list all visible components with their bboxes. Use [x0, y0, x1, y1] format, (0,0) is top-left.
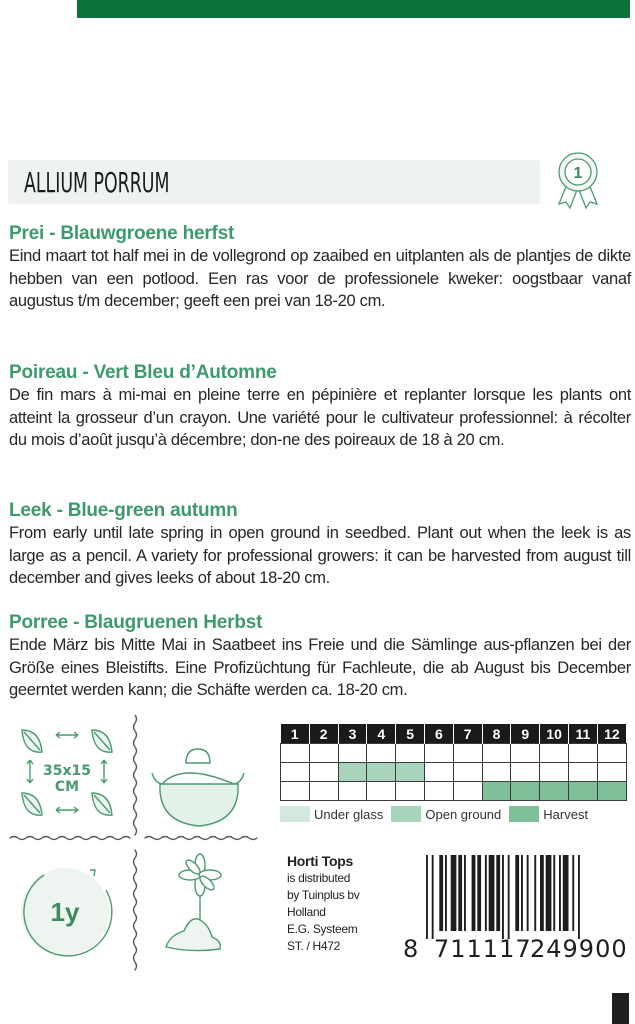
- calendar-cell: [540, 782, 569, 801]
- calendar-cell: [453, 763, 482, 782]
- calendar-cell: [281, 744, 310, 763]
- divider-vertical: [134, 850, 137, 970]
- calendar-cell: [540, 763, 569, 782]
- barcode-bar: [540, 855, 544, 931]
- barcode-bar: [527, 855, 529, 931]
- top-color-bar: [77, 0, 630, 18]
- calendar-cell: [338, 782, 367, 801]
- calendar-cell: [396, 763, 425, 782]
- vertical-arrow-icon: [101, 760, 107, 783]
- divider-vertical: [134, 715, 137, 835]
- section-french: [9, 361, 631, 452]
- month-header: 5: [396, 724, 425, 744]
- pot-icon: [152, 749, 244, 826]
- month-header: 7: [453, 724, 482, 744]
- month-header: 9: [511, 724, 540, 744]
- barcode-bar: [451, 855, 457, 931]
- barcode-bar: [496, 855, 500, 931]
- calendar-cell: [424, 782, 453, 801]
- horizontal-arrow-icon: [56, 807, 78, 813]
- barcode-bar: [521, 855, 523, 931]
- calendar-cell: [396, 782, 425, 801]
- calendar-cell: [453, 782, 482, 801]
- month-header: 4: [367, 724, 396, 744]
- barcode-bar: [553, 855, 555, 931]
- latin-name: ALLIUM PORRUM: [24, 166, 170, 199]
- spacing-value: 35x15: [43, 763, 91, 779]
- distributor-line: E.G. Systeem: [287, 922, 358, 936]
- barcode-bar: [572, 855, 574, 931]
- corner-registration-mark: [612, 993, 629, 1024]
- calendar-cell: [424, 744, 453, 763]
- section-body: Ende März bis Mitte Mai in Saatbeet ins Freie und die Sämlinge aus-pflanzen bei der Größe eines Bleistifts. Eine Profizüchtung für Fachleute, die ab August bis December geerntet werden kann; die Schäfte werden ca. 18-20 cm.: [9, 636, 631, 699]
- distributor-line: is distributed: [287, 871, 351, 885]
- brand-name: Horti Tops: [287, 853, 353, 869]
- divider-horizontal: [145, 837, 257, 840]
- month-header: 6: [424, 724, 453, 744]
- calendar-cell: [540, 744, 569, 763]
- barcode-bar: [439, 855, 443, 931]
- distributor-line: Holland: [287, 905, 326, 919]
- section-body: De fin mars à mi-mai en pleine terre en pépinière et replanter lorsque les plants ont atteint la grosseur d’un crayon. Une variété pour le cultivateur professionnel: à récolter du mois d’août jusqu’à décembre; don-ne des poireaux de 18 à 20 cm.: [9, 386, 631, 449]
- barcode-bar: [426, 855, 428, 939]
- leaf-icon: [22, 793, 42, 815]
- legend-swatch: [280, 806, 310, 822]
- barcode-bar: [508, 855, 510, 939]
- section-german: [9, 611, 631, 702]
- flower-soil-icon: [166, 854, 221, 951]
- barcode-bar: [472, 855, 476, 931]
- calendar-cell: [597, 782, 626, 801]
- calendar-legend: [280, 806, 596, 822]
- ean-barcode: [400, 853, 635, 958]
- barcode-bar: [477, 855, 481, 931]
- legend-label: Harvest: [543, 806, 589, 822]
- spacing-unit: CM: [54, 779, 80, 795]
- calendar-cell: [338, 744, 367, 763]
- barcode-bar: [578, 855, 580, 939]
- barcode-bar: [563, 855, 569, 931]
- calendar-cell: [453, 744, 482, 763]
- distributor-line: ST. / H472: [287, 939, 341, 953]
- calendar-cell: [281, 782, 310, 801]
- calendar-cell: [309, 763, 338, 782]
- section-dutch: [9, 222, 631, 313]
- barcode-group-2: 249900: [530, 935, 628, 958]
- month-header: 12: [597, 724, 626, 744]
- barcode-first-digit: 8: [403, 935, 419, 958]
- calendar-row-under-glass: [281, 744, 627, 763]
- calendar-cell: [281, 763, 310, 782]
- leaf-icon: [92, 730, 112, 752]
- barcode-group-1: 711117: [434, 935, 532, 958]
- barcode-bar: [445, 855, 447, 931]
- barcode-bar: [515, 855, 519, 931]
- barcode-bar: [432, 855, 434, 939]
- calendar-cell: [511, 763, 540, 782]
- section-body: Eind maart tot half mei in de vollegrond op zaaibed en uitplanten als de plantjes de dikte hebben van een potlood. Een ras voor de professionele kweker: oogstbaar vanaf augustus t/m december; geeft een prei van 18-20 cm.: [9, 247, 631, 310]
- barcode-bar: [464, 855, 466, 931]
- calendar-cell: [338, 763, 367, 782]
- legend-item-under-glass: [280, 806, 383, 822]
- calendar-cell: [597, 744, 626, 763]
- barcode-bar: [458, 855, 462, 931]
- sowing-calendar: [280, 724, 627, 801]
- distributor-info: [287, 853, 360, 955]
- legend-swatch: [509, 806, 539, 822]
- award-ribbon-icon: [553, 150, 603, 212]
- calendar-cell: [482, 744, 511, 763]
- calendar-cell: [568, 763, 597, 782]
- award-number: 1: [573, 165, 583, 182]
- calendar-cell: [309, 782, 338, 801]
- legend-item-open-ground: [391, 806, 501, 822]
- calendar-cell: [367, 744, 396, 763]
- calendar-cell: [511, 744, 540, 763]
- calendar-cell: [568, 744, 597, 763]
- month-header: 11: [568, 724, 597, 744]
- calendar-cell: [396, 744, 425, 763]
- calendar-cell: [482, 763, 511, 782]
- calendar-cell: [568, 782, 597, 801]
- calendar-cell: [482, 782, 511, 801]
- calendar-cell: [597, 763, 626, 782]
- barcode-bar: [485, 855, 487, 931]
- month-header: 1: [281, 724, 310, 744]
- section-title: Prei - Blauwgroene herfst: [9, 223, 235, 244]
- leaf-icon: [22, 730, 42, 752]
- divider-horizontal: [10, 837, 130, 840]
- horizontal-arrow-icon: [56, 732, 78, 738]
- section-title: Porree - Blaugruenen Herbst: [9, 612, 263, 633]
- barcode-bar: [489, 855, 495, 931]
- section-title: Poireau - Vert Bleu d’Automne: [9, 362, 277, 383]
- leaf-icon: [92, 793, 112, 815]
- distributor-line: by Tuinplus bv: [287, 888, 360, 902]
- calendar-cell: [309, 744, 338, 763]
- legend-label: Under glass: [314, 806, 384, 822]
- month-header: 3: [338, 724, 367, 744]
- lifecycle-label: 1y: [50, 897, 80, 927]
- legend-label: Open ground: [425, 806, 502, 822]
- vertical-arrow-icon: [27, 760, 33, 783]
- calendar-cell: [511, 782, 540, 801]
- calendar-cell: [424, 763, 453, 782]
- calendar-row-open-ground: [281, 763, 627, 782]
- legend-item-harvest: [509, 806, 588, 822]
- section-english: [9, 499, 631, 590]
- barcode-bar: [534, 855, 536, 931]
- calendar-cell: [367, 763, 396, 782]
- month-header: 8: [482, 724, 511, 744]
- calendar-cell: [367, 782, 396, 801]
- barcode-bar: [559, 855, 561, 931]
- barcode-bar: [502, 855, 504, 939]
- month-header: 10: [540, 724, 569, 744]
- calendar-row-harvest: [281, 782, 627, 801]
- section-title: Leek - Blue-green autumn: [9, 500, 238, 521]
- growing-icons-panel: [0, 715, 280, 985]
- month-header: 2: [309, 724, 338, 744]
- legend-swatch: [391, 806, 421, 822]
- barcode-bar: [546, 855, 552, 931]
- section-body: From early until late spring in open ground in seedbed. Plant out when the leek is as large as a pencil. A variety for professional growers: it can be harvested from august till december and gives leeks of about 18-20 cm.: [9, 524, 631, 587]
